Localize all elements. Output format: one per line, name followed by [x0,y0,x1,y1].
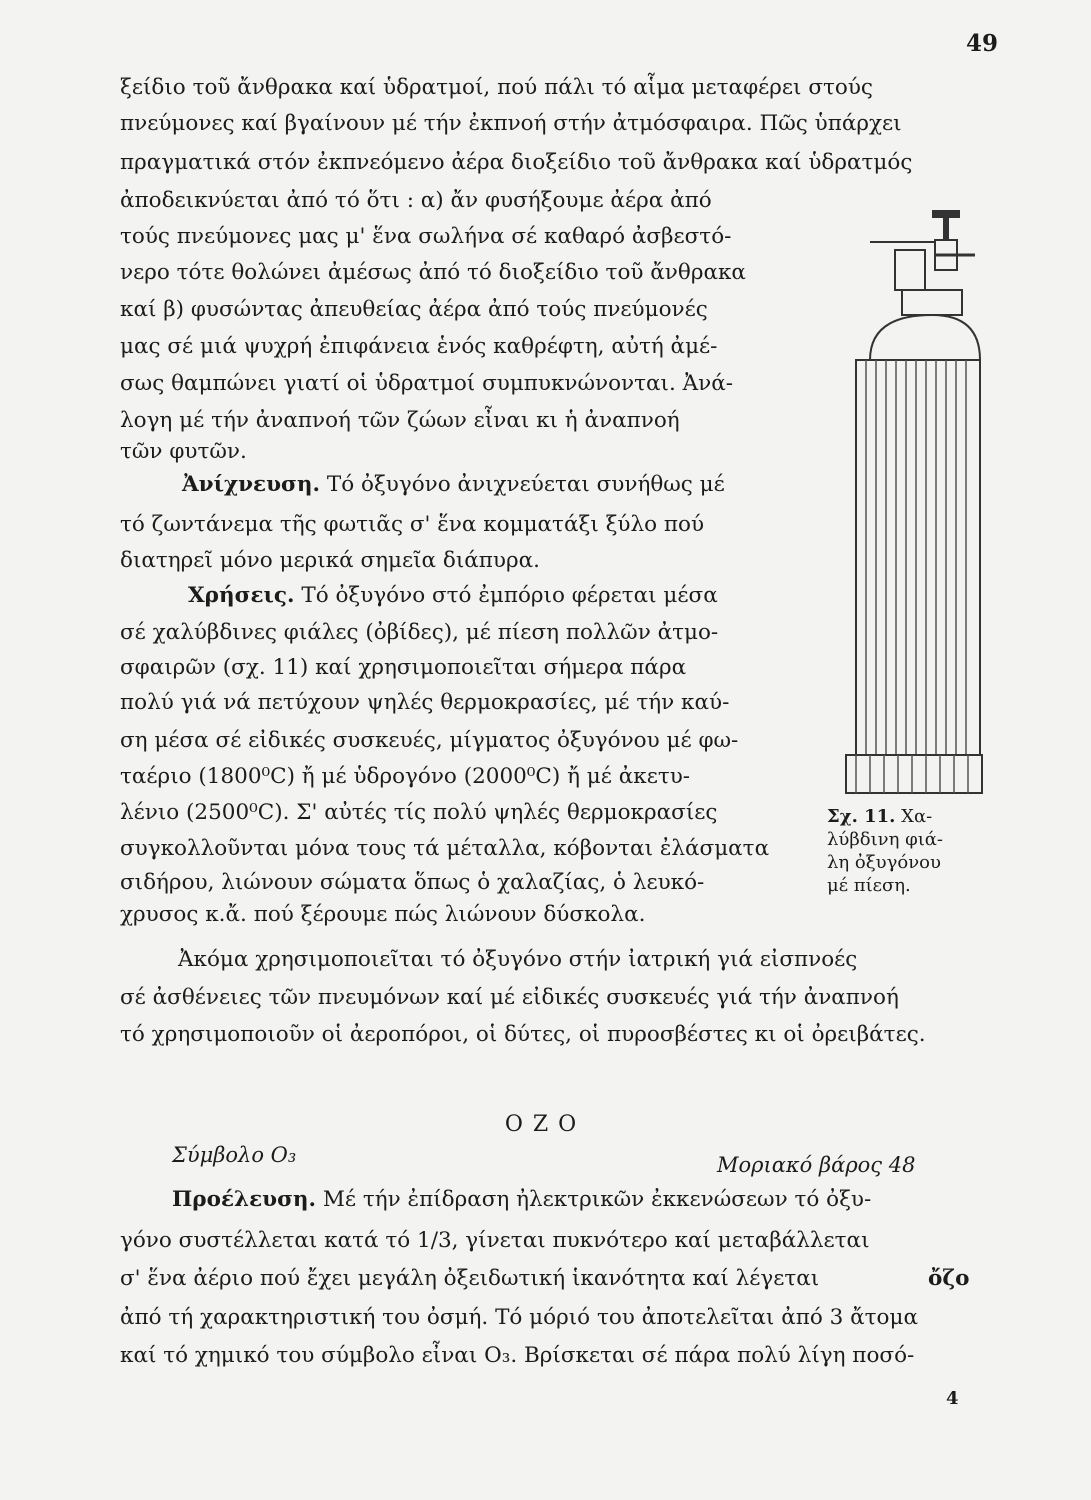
text-line: τούς πνεύμονες μας μ' ἕνα σωλήνα σέ καθαρό ἀσβεστό- [120,224,732,249]
text-line: τό χρησιμοποιοῦν οἱ ἀεροπόροι, οἱ δύτες, οἱ πυροσβέστες κι οἱ ὀρειβάτες. [120,1022,926,1047]
chemical-symbol: Σύμβολο O₃ [172,1143,297,1167]
text-line: Τό ὀξυγόνο στό ἐμπόριο φέρεται μέσα [301,583,718,608]
text-line: γόνο συστέλλεται κατά τό 1/3, γίνεται πυκνότερο καί μεταβάλλεται [120,1228,870,1253]
caption-line: μέ πίεση. [827,875,911,896]
text-line: Τό ὀξυγόνο ἀνιχνεύεται συνήθως μέ [326,472,725,497]
text-line: νερο τότε θολώνει ἀμέσως ἀπό τό διοξείδιο τοῦ ἄνθρακα [120,260,746,285]
text-line: Ἀκόμα χρησιμοποιεῖται τό ὀξυγόνο στήν ἰατρική γιά εἰσπνοές [178,947,858,972]
ozone-word: ὄζο [928,1266,970,1291]
origin-paragraph [172,1187,982,1213]
molar-mass: Μοριακό βάρος 48 [717,1153,916,1177]
detection-heading: Ἀνίχνευση. [182,472,321,497]
text-line: Μέ τήν ἐπίδραση ἠλεκτρικῶν ἐκκενώσεων τό ὀξυ- [322,1187,872,1212]
text-line: πνεύμονες καί βγαίνουν μέ τήν ἐκπνοή στήν ἀτμόσφαιρα. Πῶς ὑπάρχει [120,111,902,136]
text-line: σιδήρου, λιώνουν σώματα ὅπως ὁ χαλαζίας, ὁ λευκό- [120,870,705,895]
signature-mark: 4 [946,1388,959,1409]
text-line: σως θαμπώνει γιατί οἱ ὑδρατμοί συμπυκνώνονται. Ἀνά- [120,371,734,396]
text-line: πραγματικά στόν ἐκπνεόμενο ἀέρα διοξείδιο τοῦ ἄνθρακα καί ὑδρατμός [120,150,913,175]
figure-caption [827,805,977,897]
caption-line: Χα- [901,806,933,827]
detection-paragraph [182,472,882,498]
text-line: μας σέ μιά ψυχρή ἐπιφάνεια ἑνός καθρέφτη, αὐτή ἀμέ- [120,334,718,359]
text-line: ση μέσα σέ εἰδικές συσκευές, μίγματος ὀξυγόνου μέ φω- [120,728,739,753]
page-number: 49 [966,30,999,57]
text-line: συγκολλοῦνται μόνα τους τά μέταλλα, κόβονται ἐλάσματα [120,836,770,861]
text-line: ἀποδεικνύεται ἀπό τό ὅτι : α) ἄν φυσήξουμε ἀέρα ἀπό [120,188,712,213]
text-line: ἀπό τή χαρακτηριστική του ὀσμή. Τό μόριό του ἀποτελεῖται ἀπό 3 ἄτομα [120,1305,918,1330]
text-line: διατηρεῖ μόνο μερικά σημεῖα διάπυρα. [120,548,540,573]
caption-line: λύβδινη φιά- [827,829,943,850]
caption-line: λη ὀξυγόνου [827,852,941,873]
uses-heading: Χρήσεις. [188,583,295,608]
section-title: ΟΖΟ [504,1112,587,1137]
text-line: λένιο (2500⁰C). Σ' αὐτές τίς πολύ ψηλές θερμοκρασίες [120,800,718,825]
text-line: σέ ἀσθένειες τῶν πνευμόνων καί μέ εἰδικές συσκευές γιά τήν ἀναπνοή [120,985,899,1010]
text-line: καί β) φυσώντας ἀπευθείας ἀέρα ἀπό τούς πνεύμονές [120,297,708,322]
text-line: πολύ γιά νά πετύχουν ψηλές θερμοκρασίες, μέ τήν καύ- [120,690,730,715]
ozone-term [928,1266,988,1292]
oxygen-cylinder-illustration [840,210,985,810]
text-line: σέ χαλύβδινες φιάλες (ὀβίδες), μέ πίεση πολλῶν ἀτμο- [120,620,719,645]
figure-label: Σχ. 11. [827,806,896,827]
origin-heading: Προέλευση. [172,1187,317,1212]
text-line: χρυσος κ.ἄ. πού ξέρουμε πώς λιώνουν δύσκολα. [120,902,646,927]
uses-paragraph [188,583,888,609]
text-line: σφαιρῶν (σχ. 11) καί χρησιμοποιεῖται σήμερα πάρα [120,655,687,680]
text-line: σ' ἕνα ἀέριο πού ἔχει μεγάλη ὀξειδωτική ἱκανότητα καί λέγεται [120,1266,820,1291]
text-line: τό ζωντάνεμα τῆς φωτιᾶς σ' ἕνα κομματάξι ξύλο πού [120,512,705,537]
text-line: ξείδιο τοῦ ἄνθρακα καί ὑδρατμοί, πού πάλι τό αἷμα μεταφέρει στούς [120,75,873,100]
text-line: λογη μέ τήν ἀναπνοή τῶν ζώων εἶναι κι ἡ ἀναπνοή [120,408,680,433]
text-line: καί τό χημικό του σύμβολο εἶναι O₃. Βρίσκεται σέ πάρα πολύ λίγη ποσό- [120,1343,915,1368]
text-line: τῶν φυτῶν. [120,439,247,464]
text-line: ταέριο (1800⁰C) ἤ μέ ὑδρογόνο (2000⁰C) ἤ μέ ἀκετυ- [120,764,691,789]
